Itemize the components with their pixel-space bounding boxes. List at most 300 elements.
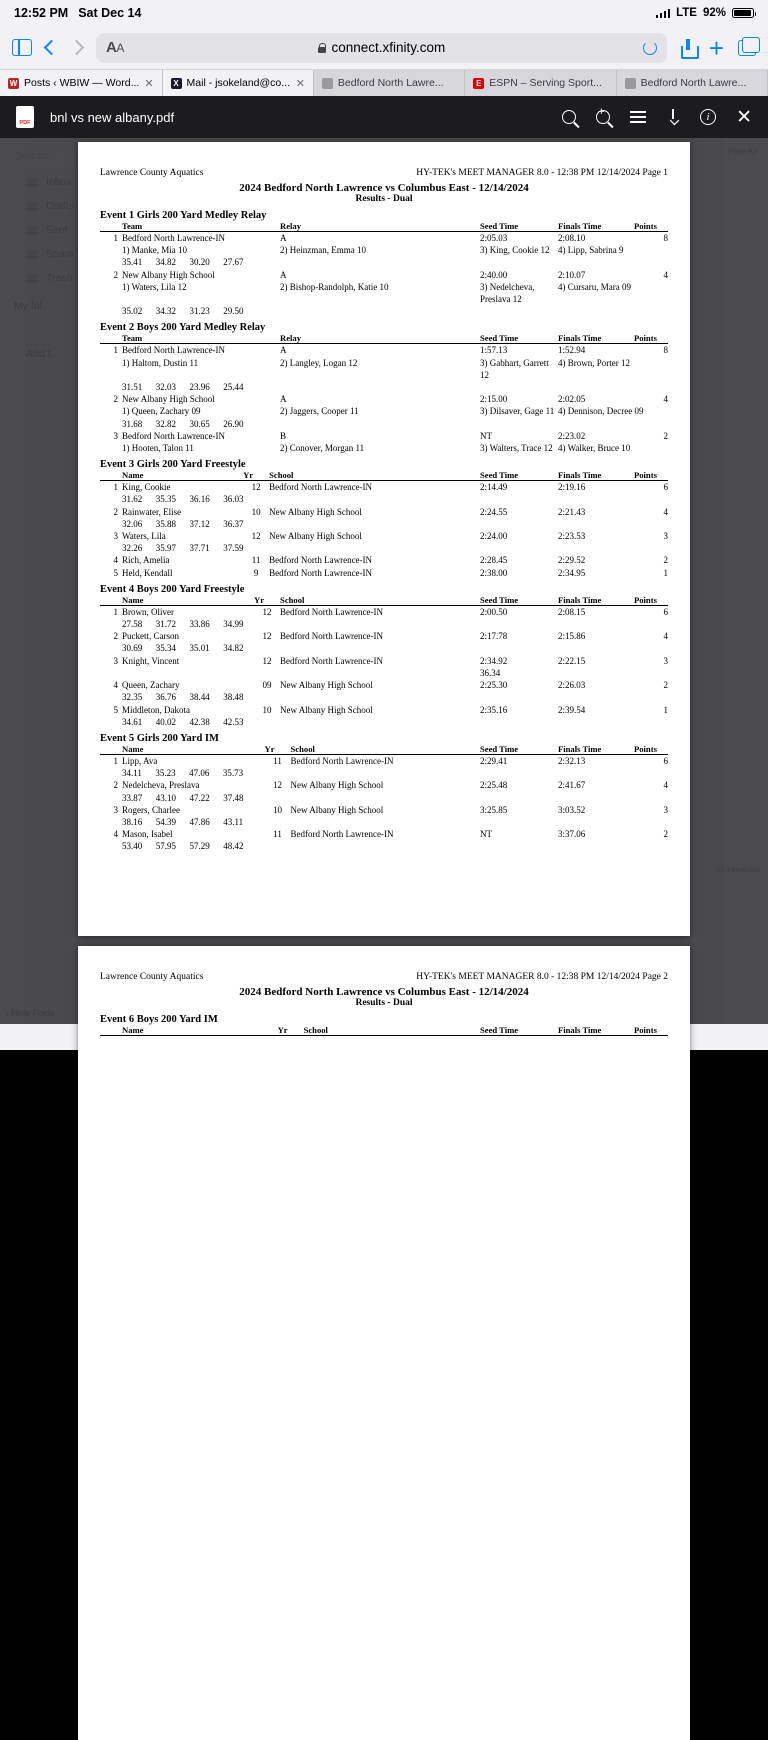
splits-row: [100, 256, 668, 268]
splits-row: [100, 816, 668, 828]
relay-legs-row: [100, 244, 668, 256]
tab-label: Bedford North Lawre...: [337, 77, 444, 89]
place: 4: [113, 829, 118, 840]
splits: 27.58 31.72 33.86 34.99: [122, 619, 244, 630]
tab-favicon: [625, 78, 636, 89]
table-row: [100, 393, 668, 405]
page-zoom-button[interactable]: AA: [106, 39, 124, 56]
school: Bedford North Lawrence-IN: [290, 829, 394, 840]
splits: 31.62 35.35 36.16 36.03: [122, 494, 244, 505]
event-title: Event 2 Boys 200 Yard Medley Relay: [100, 322, 266, 334]
doc-subtitle: Results - Dual: [355, 194, 413, 204]
table-row: [100, 269, 668, 281]
col-seed: Seed Time: [480, 744, 558, 755]
table-row: [100, 828, 668, 840]
pdf-viewer-header: [0, 96, 768, 138]
col-finals: Finals Time: [558, 1025, 634, 1036]
swimmer-name: Rogers, Charlee: [122, 804, 180, 815]
relay-legs-row: [100, 405, 668, 417]
zoom-in-icon[interactable]: [596, 110, 610, 124]
relay-leg: 2) Conover, Morgan 11: [280, 443, 365, 454]
place: 2: [113, 631, 118, 642]
new-tab-button[interactable]: +: [708, 32, 724, 63]
points: 6: [663, 606, 668, 617]
swimmer-name: Rainwater, Elise: [122, 506, 182, 517]
event-title: Event 3 Girls 200 Yard Freestyle: [100, 459, 246, 471]
seed-time: NT: [480, 430, 492, 441]
finals-time: 2:23.53: [558, 531, 586, 542]
col-name: Name: [122, 470, 243, 481]
splits-row: [100, 691, 668, 703]
reload-icon[interactable]: [643, 41, 657, 55]
place: 3: [113, 655, 118, 666]
splits-row: [100, 418, 668, 430]
school: Bedford North Lawrence-IN: [280, 631, 384, 642]
browser-tab[interactable]: [163, 70, 314, 96]
school: Bedford North Lawrence-IN: [269, 555, 373, 566]
relay-legs-row: [100, 357, 668, 381]
relay: A: [280, 345, 287, 356]
browser-tab[interactable]: [465, 70, 616, 96]
relay-leg: 4) Cursaru, Mara 09: [558, 281, 631, 292]
status-date: Sat Dec 14: [78, 6, 142, 20]
seed-time: 2:25.48: [480, 780, 508, 791]
points: 3: [663, 655, 668, 666]
forward-button[interactable]: [71, 42, 82, 53]
place: 5: [113, 704, 118, 715]
table-row: [100, 704, 668, 716]
seed-time: 2:40.00: [480, 269, 508, 280]
url-text: connect.xfinity.com: [331, 40, 446, 55]
event-title: Event 5 Girls 200 Yard IM: [100, 732, 219, 744]
points: 1: [663, 704, 668, 715]
team: Bedford North Lawrence-IN: [122, 233, 225, 243]
finals-time: 2:41.67: [558, 780, 586, 791]
splits: 35.02 34.32 31.23 29.50: [122, 306, 244, 317]
points: 6: [663, 482, 668, 493]
year: 11: [273, 829, 282, 840]
col-name: Name: [122, 595, 254, 606]
team: Bedford North Lawrence-IN: [122, 430, 225, 441]
points: 3: [663, 804, 668, 815]
doc-header-left: Lawrence County Aquatics: [100, 168, 204, 178]
doc-title: 2024 Bedford North Lawrence vs Columbus East - 12/14/2024: [239, 182, 529, 194]
col-finals: Finals Time: [558, 333, 634, 344]
place: 2: [113, 269, 118, 280]
place: 1: [113, 755, 118, 766]
back-button[interactable]: [46, 42, 57, 53]
splits-row: [100, 542, 668, 554]
pdf-page: [78, 946, 690, 1740]
place: 3: [113, 430, 118, 441]
finals-time: 1:52.94: [558, 345, 586, 356]
swimmer-name: Queen, Zachary: [122, 680, 180, 691]
swimmer-name: Waters, Lila: [122, 531, 166, 542]
place: 1: [113, 233, 118, 243]
points: 4: [663, 631, 668, 642]
splits: 32.26 35.97 37.71 37.59: [122, 543, 244, 554]
seed-time: 2:14.49: [480, 482, 508, 493]
place: 2: [113, 506, 118, 517]
col-school: School: [304, 1025, 480, 1036]
swimmer-name: Held, Kendall: [122, 567, 173, 578]
place: 3: [113, 531, 118, 542]
share-button[interactable]: [681, 39, 695, 57]
relay: B: [280, 430, 287, 441]
battery-icon: [732, 8, 754, 18]
table-row: [100, 554, 668, 566]
relay-leg: 4) Brown, Porter 12: [558, 357, 630, 368]
team: Bedford North Lawrence-IN: [122, 345, 225, 356]
splits-row: [100, 305, 668, 317]
relay-leg: 1) Manke, Mia 10: [122, 245, 187, 256]
splits-row: [100, 792, 668, 804]
relay-leg: 3) Gabhart, Garrett 12: [480, 357, 549, 380]
seed-time: 2:00.50: [480, 606, 508, 617]
place: 1: [113, 345, 118, 356]
table-row: [100, 655, 668, 667]
seed-time: 1:57.13: [480, 345, 508, 356]
year: 10: [273, 804, 283, 815]
seed-time: 2:24.00: [480, 531, 508, 542]
table-row: [100, 530, 668, 542]
school: New Albany High School: [280, 680, 373, 691]
swimmer-name: King, Cookie: [122, 482, 171, 493]
table-row: [100, 344, 668, 357]
pdf-content-area: [0, 138, 768, 1035]
pdf-page: [78, 142, 690, 936]
splits-row: [100, 381, 668, 393]
chevron-left-icon: [44, 40, 60, 56]
col-relay: Relay: [280, 333, 480, 344]
swimmer-name: Brown, Oliver: [122, 606, 174, 617]
tabs-icon: [738, 40, 756, 56]
splits: 32.06 35.88 37.12 36.37: [122, 518, 244, 529]
share-icon: [681, 39, 695, 57]
pdf-file-icon: [16, 106, 34, 128]
finals-time: 2:34.95: [558, 567, 586, 578]
close-tab-icon[interactable]: ✕: [295, 77, 305, 90]
points: 8: [663, 233, 668, 243]
splits: 30.69 35.34 35.01 34.82: [122, 643, 244, 654]
finals-time: 2:39.54: [558, 704, 586, 715]
close-tab-icon[interactable]: ✕: [144, 77, 154, 90]
finals-time: 2:32.13: [558, 755, 586, 766]
points: 4: [663, 780, 668, 791]
sidebar-toggle-button[interactable]: [12, 39, 32, 56]
finals-time: 2:08.15: [558, 606, 586, 617]
finals-time: 2:29.52: [558, 555, 586, 566]
relay-legs-row: [100, 442, 668, 454]
points: 8: [663, 345, 668, 356]
swimmer-name: Mason, Isabel: [122, 829, 173, 840]
menu-icon[interactable]: [630, 111, 646, 123]
relay-leg: 3) King, Cookie 12: [480, 245, 550, 256]
col-points: Points: [634, 221, 668, 232]
address-bar[interactable]: [96, 33, 667, 63]
place: 1: [113, 606, 118, 617]
school: Bedford North Lawrence-IN: [280, 655, 384, 666]
pdf-filename: bnl vs new albany.pdf: [50, 109, 175, 125]
tab-favicon: [322, 78, 333, 89]
show-tabs-button[interactable]: [738, 40, 756, 56]
table-row: [100, 630, 668, 642]
event-results-table: [100, 470, 668, 579]
place: 2: [113, 780, 118, 791]
splits: 31.68 32.82 30.65 26.90: [122, 418, 244, 429]
points: 3: [663, 531, 668, 542]
seed-time: 2:25.30: [480, 680, 508, 691]
col-team: Team: [122, 221, 280, 232]
finals-time: 2:02.05: [558, 394, 586, 405]
close-icon[interactable]: ✕: [736, 106, 752, 128]
splits-row: [100, 618, 668, 630]
relay-leg: 4) Lipp, Sabrina 9: [558, 245, 624, 256]
place: 4: [113, 680, 118, 691]
team: New Albany High School: [122, 269, 215, 280]
seed-time: 2:38.00: [480, 567, 508, 578]
finals-time: 3:37.06: [558, 829, 586, 840]
year: 12: [262, 606, 272, 617]
finals-time: 3:03.52: [558, 804, 586, 815]
tab-label: Posts ‹ WBIW — Word...: [24, 77, 140, 89]
tab-favicon: W: [9, 78, 18, 88]
col-points: Points: [634, 333, 668, 344]
relay-leg: 1) Queen, Zachary 09: [122, 406, 201, 417]
school: New Albany High School: [290, 780, 384, 791]
col-seed: Seed Time: [480, 470, 558, 481]
status-time: 12:52 PM: [14, 6, 69, 20]
relay-leg: 3) Nedelcheva, Preslava 12: [480, 281, 535, 305]
year: 11: [273, 755, 282, 766]
points: 1: [663, 567, 668, 578]
browser-tab[interactable]: [314, 70, 465, 96]
points: 6: [663, 755, 668, 766]
sidebar-icon: [12, 39, 32, 56]
browser-tab[interactable]: [0, 70, 163, 96]
year: 9: [253, 567, 259, 578]
finals-time: 2:23.02: [558, 430, 586, 441]
tab-favicon: E: [473, 78, 484, 89]
place: 5: [113, 567, 118, 578]
event-title: Event 6 Boys 200 Yard IM: [100, 1014, 218, 1025]
school: New Albany High School: [269, 506, 362, 517]
relay-leg: 3) Walters, Trace 12: [480, 443, 553, 454]
col-seed: Seed Time: [480, 1025, 558, 1036]
table-row: [100, 804, 668, 816]
place: 4: [113, 555, 118, 566]
table-row: [100, 754, 668, 767]
year: 12: [273, 780, 283, 791]
splits: 35.41 34.82 30.20 27.67: [122, 257, 244, 268]
seed-time: 2:17.78: [480, 631, 508, 642]
splits-row: [100, 518, 668, 530]
relay-leg: 2) Bishop-Randolph, Katie 10: [280, 281, 389, 292]
seed-time: 2:24.55: [480, 506, 508, 517]
col-seed: Seed Time: [480, 595, 558, 606]
col-finals: Finals Time: [558, 595, 634, 606]
place: 1: [113, 482, 118, 493]
splits: 38.16 54.39 47.86 43.11: [122, 816, 244, 827]
tab-label: ESPN – Serving Sport...: [489, 77, 602, 89]
col-finals: Finals Time: [558, 470, 634, 481]
col-school: School: [280, 595, 480, 606]
relay: A: [280, 233, 287, 243]
event-results-table: [100, 595, 668, 728]
relay-leg: 2) Langley, Logan 12: [280, 357, 358, 368]
splits-row: [100, 716, 668, 728]
finals-time: 2:15.86: [558, 631, 586, 642]
col-name: Name: [122, 744, 265, 755]
year: 11: [251, 555, 261, 566]
battery-percent: 92%: [702, 7, 726, 19]
tab-strip: [0, 70, 768, 96]
relay: A: [280, 394, 287, 405]
relay-leg: 1) Waters, Lila 12: [122, 281, 187, 292]
year: 10: [251, 506, 261, 517]
table-row: [100, 605, 668, 618]
splits: 53.40 57.95 57.29 48.42: [122, 841, 244, 852]
finals-time: 2:08.10: [558, 233, 586, 243]
swimmer-name: Knight, Vincent: [122, 655, 180, 666]
team: New Albany High School: [122, 394, 215, 405]
doc-title: 2024 Bedford North Lawrence vs Columbus East - 12/14/2024: [239, 986, 529, 998]
col-finals: Finals Time: [558, 221, 634, 232]
tab-label: Bedford North Lawre...: [640, 77, 747, 89]
table-row: [100, 232, 668, 245]
finals-time: 2:10.07: [558, 269, 586, 280]
col-points: Points: [634, 744, 668, 755]
school: New Albany High School: [290, 804, 384, 815]
relay-leg: 2) Heinzman, Emma 10: [280, 245, 366, 256]
col-school: School: [291, 744, 480, 755]
splits: 31.51 32.03 23.96 25.44: [122, 382, 244, 393]
col-yr: Yr: [243, 470, 269, 481]
splits: 32.35 36.76 38.44 38.48: [122, 692, 244, 703]
year: 12: [251, 531, 261, 542]
splits: 34.11 35.23 47.06 35.73: [122, 768, 244, 779]
table-row: [100, 481, 668, 494]
points: 4: [663, 269, 668, 280]
browser-tab[interactable]: [617, 70, 768, 96]
points: 4: [663, 394, 668, 405]
seed-time: 2:15.00: [480, 394, 508, 405]
splits: 36.34: [480, 667, 501, 678]
seed-time: 3:25.85: [480, 804, 508, 815]
seed-time: 2:35.16: [480, 704, 508, 715]
swimmer-name: Puckett, Carson: [122, 631, 179, 642]
col-seed: Seed Time: [480, 333, 558, 344]
year: 09: [262, 680, 272, 691]
finals-time: 2:26.03: [558, 680, 586, 691]
relay-leg: 1) Haltom, Dustin 11: [122, 357, 199, 368]
school: Bedford North Lawrence-IN: [290, 755, 394, 766]
tab-favicon: X: [171, 78, 182, 89]
points: 2: [663, 829, 668, 840]
school: Bedford North Lawrence-IN: [269, 482, 373, 493]
ios-status-bar: [0, 0, 768, 26]
tab-label: Mail - jsokeland@co...: [186, 77, 290, 89]
splits-row: [100, 840, 668, 852]
relay-leg: 3) Dilsaver, Gage 11: [480, 406, 555, 417]
col-relay: Relay: [280, 221, 480, 232]
points: 2: [663, 680, 668, 691]
swimmer-name: Rich, Amelia: [122, 555, 170, 566]
table-row: [100, 679, 668, 691]
col-school: School: [269, 470, 480, 481]
splits-row: [100, 667, 668, 679]
col-finals: Finals Time: [558, 744, 634, 755]
doc-header-right: HY-TEK's MEET MANAGER 8.0 - 12:38 PM 12/14/2024 Page 1: [416, 168, 668, 178]
place: 3: [113, 804, 118, 815]
doc-header-left: Lawrence County Aquatics: [100, 972, 204, 982]
network-type: LTE: [676, 7, 697, 19]
search-icon[interactable]: [562, 110, 576, 124]
event-results-table: [100, 744, 668, 853]
relay-leg: 4) Dennison, Decree 09: [558, 406, 644, 417]
event-title: Event 1 Girls 200 Yard Medley Relay: [100, 210, 267, 221]
year: 12: [251, 482, 261, 493]
relay-leg: 2) Jaggers, Cooper 11: [280, 406, 359, 417]
table-row: [100, 430, 668, 442]
school: New Albany High School: [269, 531, 362, 542]
signal-bars-icon: [656, 8, 671, 18]
relay-leg: 1) Hooten, Talon 11: [122, 443, 194, 454]
seed-time: 2:34.92: [480, 655, 508, 666]
col-points: Points: [634, 470, 668, 481]
download-icon[interactable]: [666, 109, 680, 125]
col-points: Points: [634, 595, 668, 606]
finals-time: 2:19.16: [558, 482, 586, 493]
info-icon[interactable]: i: [700, 109, 716, 125]
splits-row: [100, 642, 668, 654]
col-yr: Yr: [278, 1025, 304, 1036]
points: 4: [663, 506, 668, 517]
place: 2: [113, 394, 118, 405]
event-results-table: [100, 1025, 668, 1036]
pdf-scroll-container[interactable]: [0, 138, 768, 1035]
swimmer-name: Lipp, Ava: [122, 755, 158, 766]
finals-time: 2:22.15: [558, 655, 586, 666]
lock-icon: [318, 43, 326, 53]
points: 2: [663, 430, 668, 441]
col-points: Points: [634, 1025, 668, 1036]
event-results-table: [100, 333, 668, 454]
table-row: [100, 779, 668, 791]
school: Bedford North Lawrence-IN: [280, 606, 384, 617]
finals-time: 2:21.43: [558, 506, 586, 517]
school: Bedford North Lawrence-IN: [269, 567, 373, 578]
relay-leg: 4) Walker, Bruce 10: [558, 443, 631, 454]
relay: A: [280, 269, 287, 280]
splits: 33.87 43.10 47.22 37.48: [122, 792, 244, 803]
col-yr: Yr: [254, 595, 280, 606]
splits-row: [100, 767, 668, 779]
browser-toolbar: [0, 26, 768, 70]
table-row: [100, 506, 668, 518]
col-name: Name: [122, 1025, 278, 1036]
points: 2: [663, 555, 668, 566]
event-results-table: [100, 221, 668, 317]
splits: 34.61 40.02 42.38 42.53: [122, 716, 244, 727]
seed-time: 2:05.03: [480, 233, 508, 243]
year: 10: [262, 704, 272, 715]
seed-time: 2:28.45: [480, 555, 508, 566]
table-row: [100, 567, 668, 579]
relay-legs-row: [100, 281, 668, 305]
year: 12: [262, 631, 272, 642]
col-seed: Seed Time: [480, 221, 558, 232]
